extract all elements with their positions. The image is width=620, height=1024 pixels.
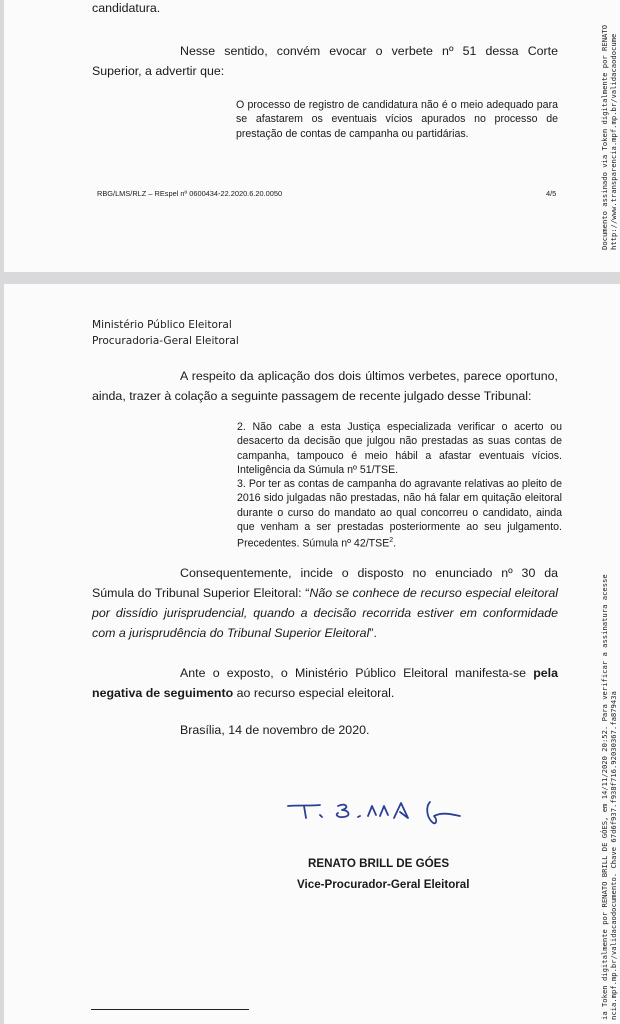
paragraph: A respeito da aplicação dos dois últimos verbetes, parece oportuno, ainda, trazer à colação a seguinte passagem de recente julgado desse Tribunal: [92, 369, 558, 403]
document-page-4 [4, 0, 600, 272]
punctuation: . [393, 537, 397, 550]
signer-name: RENATO BRILL DE GÓES [308, 857, 450, 870]
text-line: candidatura. [92, 1, 161, 15]
block-quote: O processo de registro de candidatura não é o meio adequado para se afastarem os eventuais vícios apurados no processo de prestação de contas de campanha ou partidárias. [236, 99, 558, 140]
signature-margin-note [600, 0, 620, 272]
page-number: 4/5 [546, 189, 557, 198]
footnote-separator [91, 1009, 249, 1010]
paragraph [92, 563, 558, 643]
paragraph: Nesse sentido, convém evocar o verbete nº 51 dessa Corte Superior, a advertir que: [92, 44, 558, 78]
date-line: Brasília, 14 de novembro de 2020. [180, 723, 370, 737]
margin-text: ia Token digitalmente por RENATO BRILL DE GÓES, em 14/11/2020 20:52. Para verificar a assinatura acesse ncia.mpf.mp.br/validacaodocumento. Chave 67d6f937.f938f716.92030367.fa87943a [600, 574, 618, 1020]
margin-text: Documento assinado via Token digitalmente por RENATO http://www.transparencia.mpf.mp.br/validacaodocume [600, 24, 618, 250]
signer-title: Vice-Procurador-Geral Eleitoral [297, 878, 470, 891]
paragraph-text: Consequentemente, incide o disposto no enunciado nº 30 da Súmula do Tribunal Superior Eleitoral: “ [92, 566, 558, 600]
quote-item-text: 3. Por ter as contas de campanha do agravante relativas ao pleito de 2016 sido julgadas não prestadas, não há falar em quitação eleitoral durante o curso do mandato ao qual concorreu o candidato, ainda que venham a ser prestadas posteriormente ao seu julgamento. Precedentes. Súmula nº 42/TSE [237, 478, 562, 550]
emphasis-bold: pela negativa de seguimento [92, 666, 558, 700]
citation-italic: Não se conhece de recurso especial eleitoral por dissídio jurisprudencial, quando a decisão recorrida estiver em conformidade com a jurisprudência do Tribunal Superior Eleitoral [92, 586, 558, 640]
document-page-5 [4, 284, 600, 1024]
header-institution: Ministério Público Eleitoral [92, 319, 232, 331]
block-quote [237, 420, 562, 551]
paragraph-text: ”. [369, 626, 377, 640]
paragraph [92, 663, 558, 703]
handwritten-signature [280, 792, 470, 832]
paragraph-text: Ante o exposto, o Ministério Público Eleitoral manifesta-se [180, 666, 534, 680]
quote-item [237, 477, 562, 551]
signature-margin-note [600, 284, 620, 1024]
footnote-mark: 2 [389, 537, 394, 545]
paragraph-text: ao recurso especial eleitoral. [233, 686, 395, 700]
footer-reference: RBG/LMS/RLZ – REspel nº 0600434-22.2020.6.20.0050 [97, 189, 283, 198]
quote-item: 2. Não cabe a esta Justiça especializada verificar o acerto ou desacerto da decisão que julgou não prestadas as suas contas de campanha, tampouco é meio hábil a afastar eventuais vícios. Inteligência da Súmula nº 51/TSE. [237, 421, 562, 476]
header-department: Procuradoria-Geral Eleitoral [92, 335, 239, 347]
